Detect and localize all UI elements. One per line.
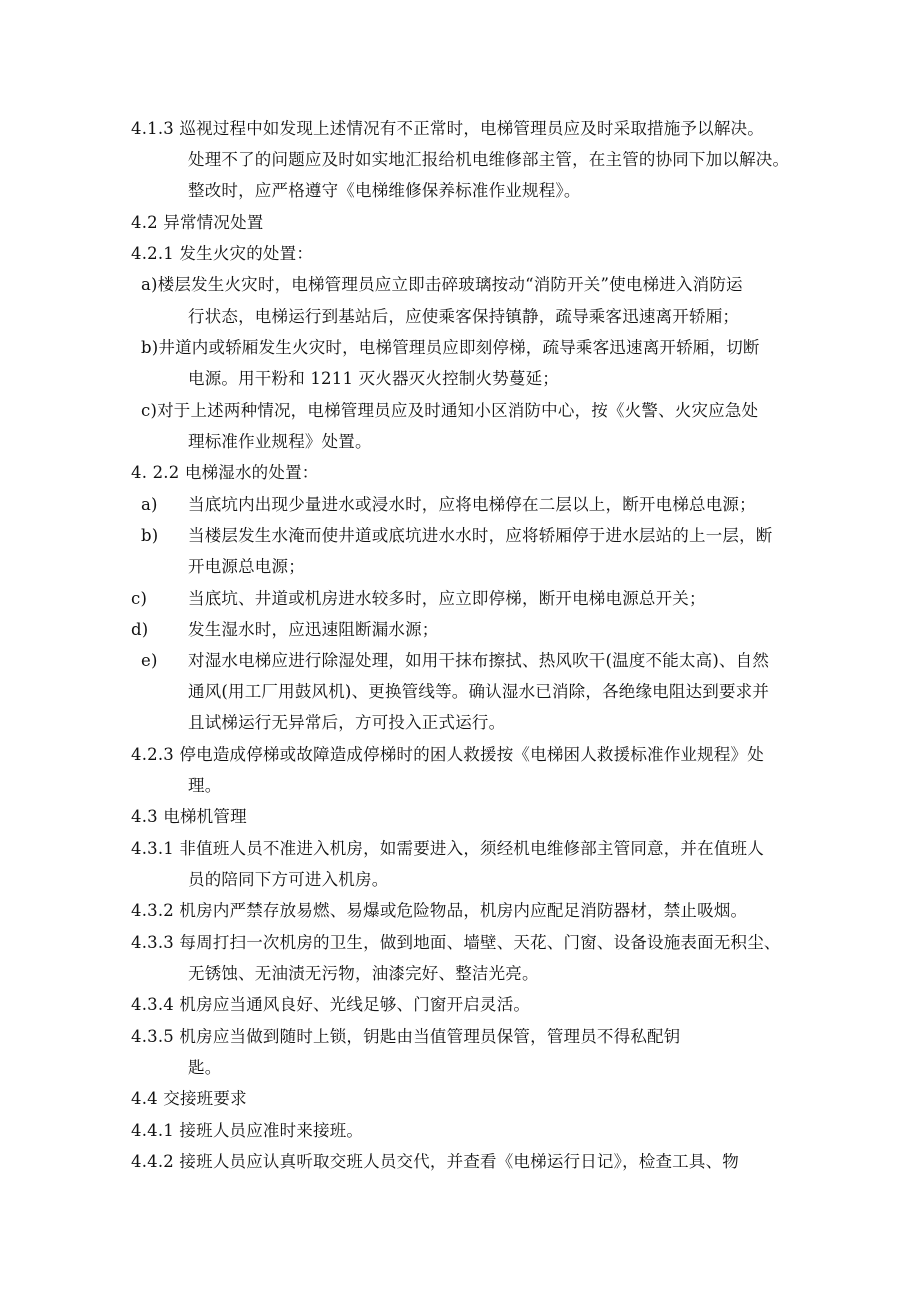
text-line: 无锈蚀、无油渍无污物，油漆完好、整洁光亮。	[188, 964, 539, 983]
list-marker: b)	[141, 526, 159, 545]
text-line: 4.3.1 非值班人员不准进入机房，如需要进入，须经机电维修部主管同意，并在值班人	[131, 839, 764, 858]
text-line: 4.4.1 接班人员应准时来接班。	[131, 1121, 364, 1140]
text-line: 员的陪同下方可进入机房。	[188, 870, 389, 889]
text-line: 4.3.4 机房应当通风良好、光线足够、门窗开启灵活。	[131, 995, 531, 1014]
text-line: 理标准作业规程》处置。	[188, 432, 372, 451]
list-item-text: 发生湿水时，应迅速阻断漏水源；	[188, 620, 439, 639]
text-line: 行状态，电梯运行到基站后，应使乘客保持镇静，疏导乘客迅速离开轿厢；	[188, 307, 740, 326]
list-item: a)楼层发生火灾时，电梯管理员应立即击碎玻璃按动“消防开关”使电梯进入消防运	[141, 275, 743, 294]
section-heading: 4.2 异常情况处置	[131, 213, 264, 232]
list-marker: d)	[131, 620, 149, 639]
text-line: 4.3.5 机房应当做到随时上锁，钥匙由当值管理员保管，管理员不得私配钥	[131, 1027, 681, 1046]
list-item-text: 当底坑、井道或机房进水较多时，应立即停梯，断开电梯电源总开关；	[188, 589, 706, 608]
text-line: 4.1.3 巡视过程中如发现上述情况有不正常时，电梯管理员应及时采取措施予以解决。	[131, 119, 764, 138]
text-line: 且试梯运行无异常后，方可投入正式运行。	[188, 713, 506, 732]
subsection-heading: 4. 2.2 电梯湿水的处置：	[131, 463, 319, 482]
subsection-heading: 4.2.1 发生火灾的处置：	[131, 244, 314, 263]
list-marker: a)	[141, 495, 158, 514]
text-line: 4.3.2 机房内严禁存放易燃、易爆或危险物品，机房内应配足消防器材，禁止吸烟。	[131, 901, 748, 920]
text-line: 理。	[188, 776, 222, 795]
text-line: 电源。用干粉和 1211 灭火器灭火控制火势蔓延；	[188, 369, 559, 388]
list-item: b)井道内或轿厢发生火灾时，电梯管理员应即刻停梯，疏导乘客迅速离开轿厢，切断	[141, 338, 760, 357]
section-heading: 4.4 交接班要求	[131, 1089, 247, 1108]
text-line: 通风(用工厂用鼓风机)、更换管线等。确认湿水已消除，各绝缘电阻达到要求并	[188, 682, 770, 701]
text-line: 开电源总电源；	[188, 557, 305, 576]
text-line: 处理不了的问题应及时如实地汇报给机电维修部主管，在主管的协同下加以解决。	[188, 150, 790, 169]
text-line: 整改时，应严格遵守《电梯维修保养标准作业规程》。	[188, 181, 581, 200]
section-heading: 4.3 电梯机管理	[131, 807, 247, 826]
list-item: c)对于上述两种情况，电梯管理员应及时通知小区消防中心，按《火警、火灾应急处	[141, 401, 759, 420]
text-line: 匙。	[188, 1058, 222, 1077]
list-item-text: 当楼层发生水淹而使井道或底坑进水水时，应将轿厢停于进水层站的上一层，断	[188, 526, 773, 545]
text-line: 4.4.2 接班人员应认真听取交班人员交代，并查看《电梯运行日记》，检查工具、物	[131, 1152, 739, 1171]
text-line: 4.2.3 停电造成停梯或故障造成停梯时的困人救援按《电梯困人救援标准作业规程》处	[131, 745, 764, 764]
list-marker: c)	[131, 589, 148, 608]
list-item-text: 当底坑内出现少量进水或浸水时，应将电梯停在二层以上，断开电梯总电源；	[188, 495, 756, 514]
text-line: 4.3.3 每周打扫一次机房的卫生，做到地面、墙壁、天花、门窗、设备设施表面无积尘、	[131, 933, 781, 952]
list-marker: e)	[141, 651, 158, 670]
list-item-text: 对湿水电梯应进行除湿处理，如用干抹布擦拭、热风吹干(温度不能太高)、自然	[188, 651, 770, 670]
